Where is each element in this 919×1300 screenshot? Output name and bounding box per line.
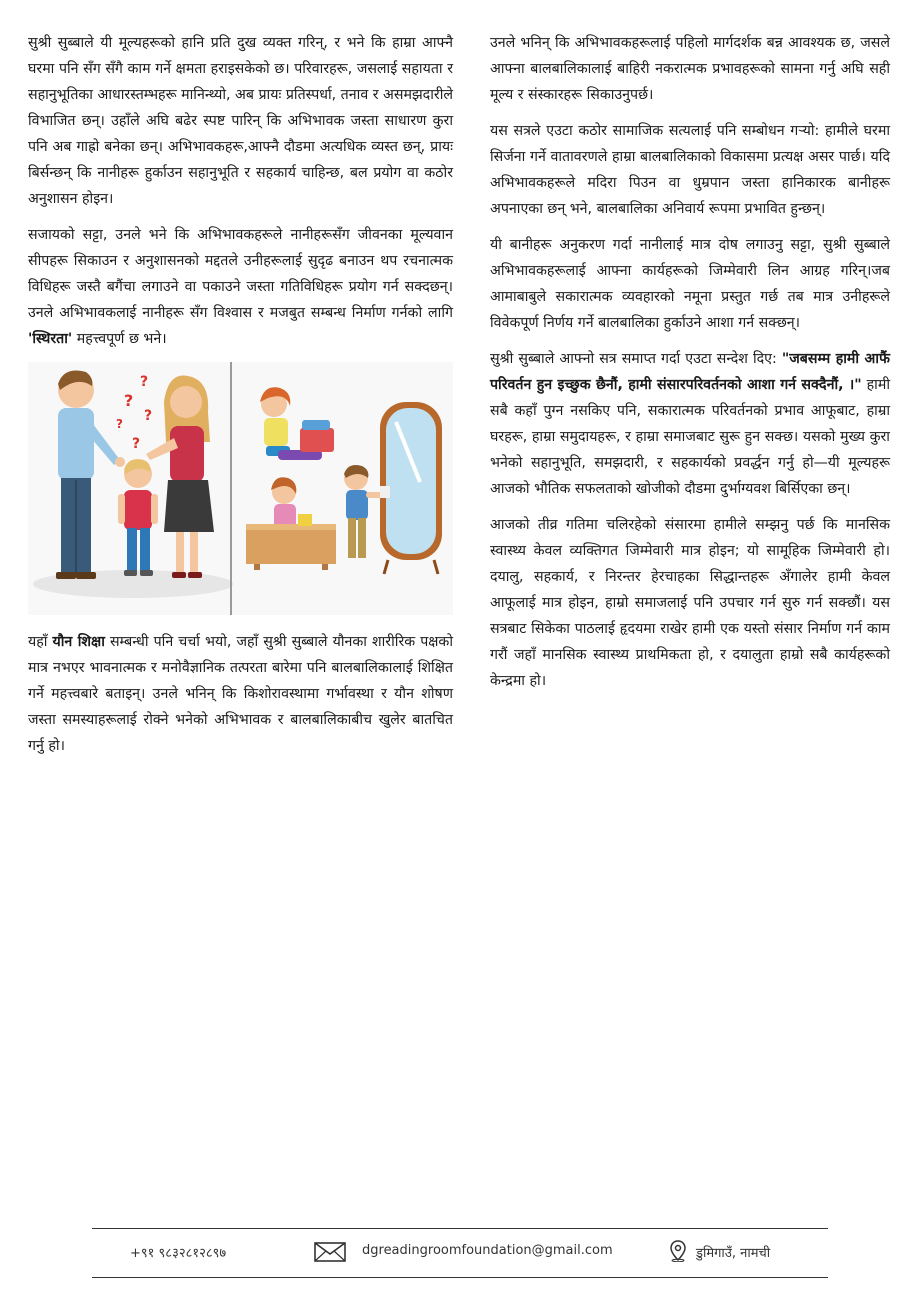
paragraph-text: महत्त्वपूर्ण छ भने। (72, 331, 167, 347)
paragraph-first-guides: उनले भनिन् कि अभिभावकहरूलाई पहिलो मार्गदर्शक बन्न आवश्यक छ, जसले आफ्ना बालबालिकालाई बाहिरी नकरात्मक प्रभावहरूको सामना गर्नु अघि सही मूल्य र संस्कारहरू सिकाउनुपर्छ। (490, 35, 890, 103)
bold-quote: "जबसम्म हामी आफैं परिवर्तन हुन इच्छुक छैनौं, हामी संसारपरिवर्तनको आशा गर्न सक्दैनौं, ।" (490, 351, 890, 393)
right-column (490, 30, 890, 704)
location-pin-icon (670, 1240, 686, 1266)
bold-sex-education: यौन शिक्षा (52, 634, 105, 650)
parenting-illustration (28, 362, 453, 615)
svg-text:?: ? (132, 436, 141, 452)
address: डुमिगाउँ, नामची (696, 1246, 771, 1261)
paragraph-text: सजायको सट्टा, उनले भने कि अभिभावकहरूले नानीहरूसँग जीवनका मूल्यवान सीपहरू सिकाउन र अनुशासनको मद्दतले उनीहरूलाई सुदृढ बनाउन थप रचनात्मक विधिहरू जस्तै बगैंचा लगाउने वा पकाउने जस्ता गतिविधिहरू प्रयोग गर्न सक्दछन्। उनले अभिभावकलाई नानीहरू सँग विश्वास र मजबुत सम्बन्ध निर्माण गर्नको लागि (28, 227, 453, 321)
footer (92, 1228, 828, 1278)
paragraph-punishment (28, 222, 453, 352)
paragraph-text: हामी सबै कहाँ पुग्न नसकिए पनि, सकारात्मक परिवर्तनको प्रभाव आफूबाट, हाम्रा घरहरू, हाम्रा समुदायहरू, र हाम्रा समाजबाट सुरू हुन सक्छ। यसको मुख्य कुरा भनेको सहानुभूति, समझदारी, र सहकार्यको प्रवर्द्धन गर्नु हो—यी मूल्यहरू आजको भौतिक सफलताको खोजीको दौडमा दुर्भाग्यवश बिर्सिएका छन्। (490, 377, 890, 497)
paragraph-responsibility: यी बानीहरू अनुकरण गर्दा नानीलाई मात्र दोष लगाउनु सट्टा, सुश्री सुब्बाले अभिभावकहरूलाई आफ्ना कार्यहरूको जिम्मेवारी लिन आग्रह गरिन्।जब आमाबाबुले सकारात्मक व्यवहारको नमूना प्रस्तुत गर्छ तब मात्र उनीहरूले विवेकपूर्ण निर्णय गर्ने बालबालिका हुर्काउने आशा गर्न सक्छन्। (490, 237, 890, 331)
paragraph-mental-health: आजको तीव्र गतिमा चलिरहेको संसारमा हामीले सम्झनु पर्छ कि मानसिक स्वास्थ्य केवल व्यक्तिगत जिम्मेवारी मात्र होइन; यो सामूहिक जिम्मेवारी हो। दयालु, सहकार्य, र निरन्तर हेरचाहका सिद्धान्तहरू अँगालेर हामी केवल आफूलाई मात्र होइन, हाम्रो समाजलाई पनि उपचार गर्न सुरु गर्न सक्छौं। यस सत्रबाट सिकेका पाठलाई हृदयमा राखेर हामी एक यस्तो संसार निर्माण गर्न काम गरौं जहाँ मानसिक स्वास्थ्य प्राथमिकता हो, र दयालुता हाम्रो सबै कार्यहरूको केन्द्रमा हो। (490, 517, 890, 689)
paragraph-sex-education (28, 629, 453, 759)
paragraph-closing-message (490, 346, 890, 502)
paragraph-social-truth: यस सत्रले एउटा कठोर सामाजिक सत्यलाई पनि सम्बोधन गर्‍यो: हामीले घरमा सिर्जना गर्ने वातावरणले हाम्रा बालबालिकाको विकासमा प्रत्यक्ष असर पार्छ। यदि अभिभावकहरूले मदिरा पिउन वा धुम्रपान जस्ता हानिकारक बानीहरू अपनाएका छन् भने, बालबालिका अनिवार्य रूपमा प्रभावित हुन्छन्। (490, 123, 890, 217)
paragraph-values-loss: सुश्री सुब्बाले यी मूल्यहरूको हानि प्रति दुख व्यक्त गरिन्, र भने कि हाम्रा आफ्नै घरमा पनि सँग सँगै काम गर्ने क्षमता हराइसकेको छ। परिवारहरू, जसलाई सहायता र सहानुभूतिका आधारस्तम्भहरू मानिन्थ्यो, अब प्रायः प्रतिस्पर्धा, तनाव र असमझदारीले विभाजित छन्। उहाँले अघि बढेर स्पष्ट पारिन् कि अभिभावक जस्ता साधारण कुरा पनि अब गाह्रो बनेका छन्। अभिभावकहरू,आफ्नै दौडमा अत्यधिक व्यस्त छन्, प्रायः बिर्सन्छन् कि नानीहरू हुर्काउन सहानुभूति र सहकार्य चाहिन्छ, बल प्रयोग वा कठोर अनुशासन होइन। (28, 35, 453, 207)
paragraph-text: सुश्री सुब्बाले आफ्नो सत्र समाप्त गर्दा एउटा सन्देश दिए: (490, 351, 782, 367)
envelope-icon (314, 1242, 346, 1266)
left-column (28, 30, 453, 769)
paragraph-text: यहाँ (28, 634, 53, 650)
svg-text:?: ? (140, 374, 149, 390)
phone-number: +९१ ९८३२८१२८९७ (130, 1246, 227, 1261)
svg-text:?: ? (116, 417, 123, 431)
paragraph-text: सम्बन्धी पनि चर्चा भयो, जहाँ सुश्री सुब्बाले यौनका शारीरिक पक्षको मात्र नभएर भावनात्मक र मनोवैज्ञानिक तत्परता बारेमा पनि बालबालिकालाई शिक्षित गर्ने महत्त्वबारे बताइन्। उनले भनिन् कि किशोरावस्थामा गर्भावस्था र यौन शोषण जस्ता समस्याहरूलाई रोक्ने भनेको अभिभावक र बालबालिकाबीच खुलेर बातचित गर्नु हो। (28, 634, 453, 754)
bold-stability: 'स्थिरता' (28, 331, 73, 347)
svg-text:?: ? (124, 391, 134, 410)
svg-text:?: ? (144, 408, 153, 424)
email-address[interactable]: dgreadingroomfoundation@gmail.com (362, 1243, 613, 1258)
